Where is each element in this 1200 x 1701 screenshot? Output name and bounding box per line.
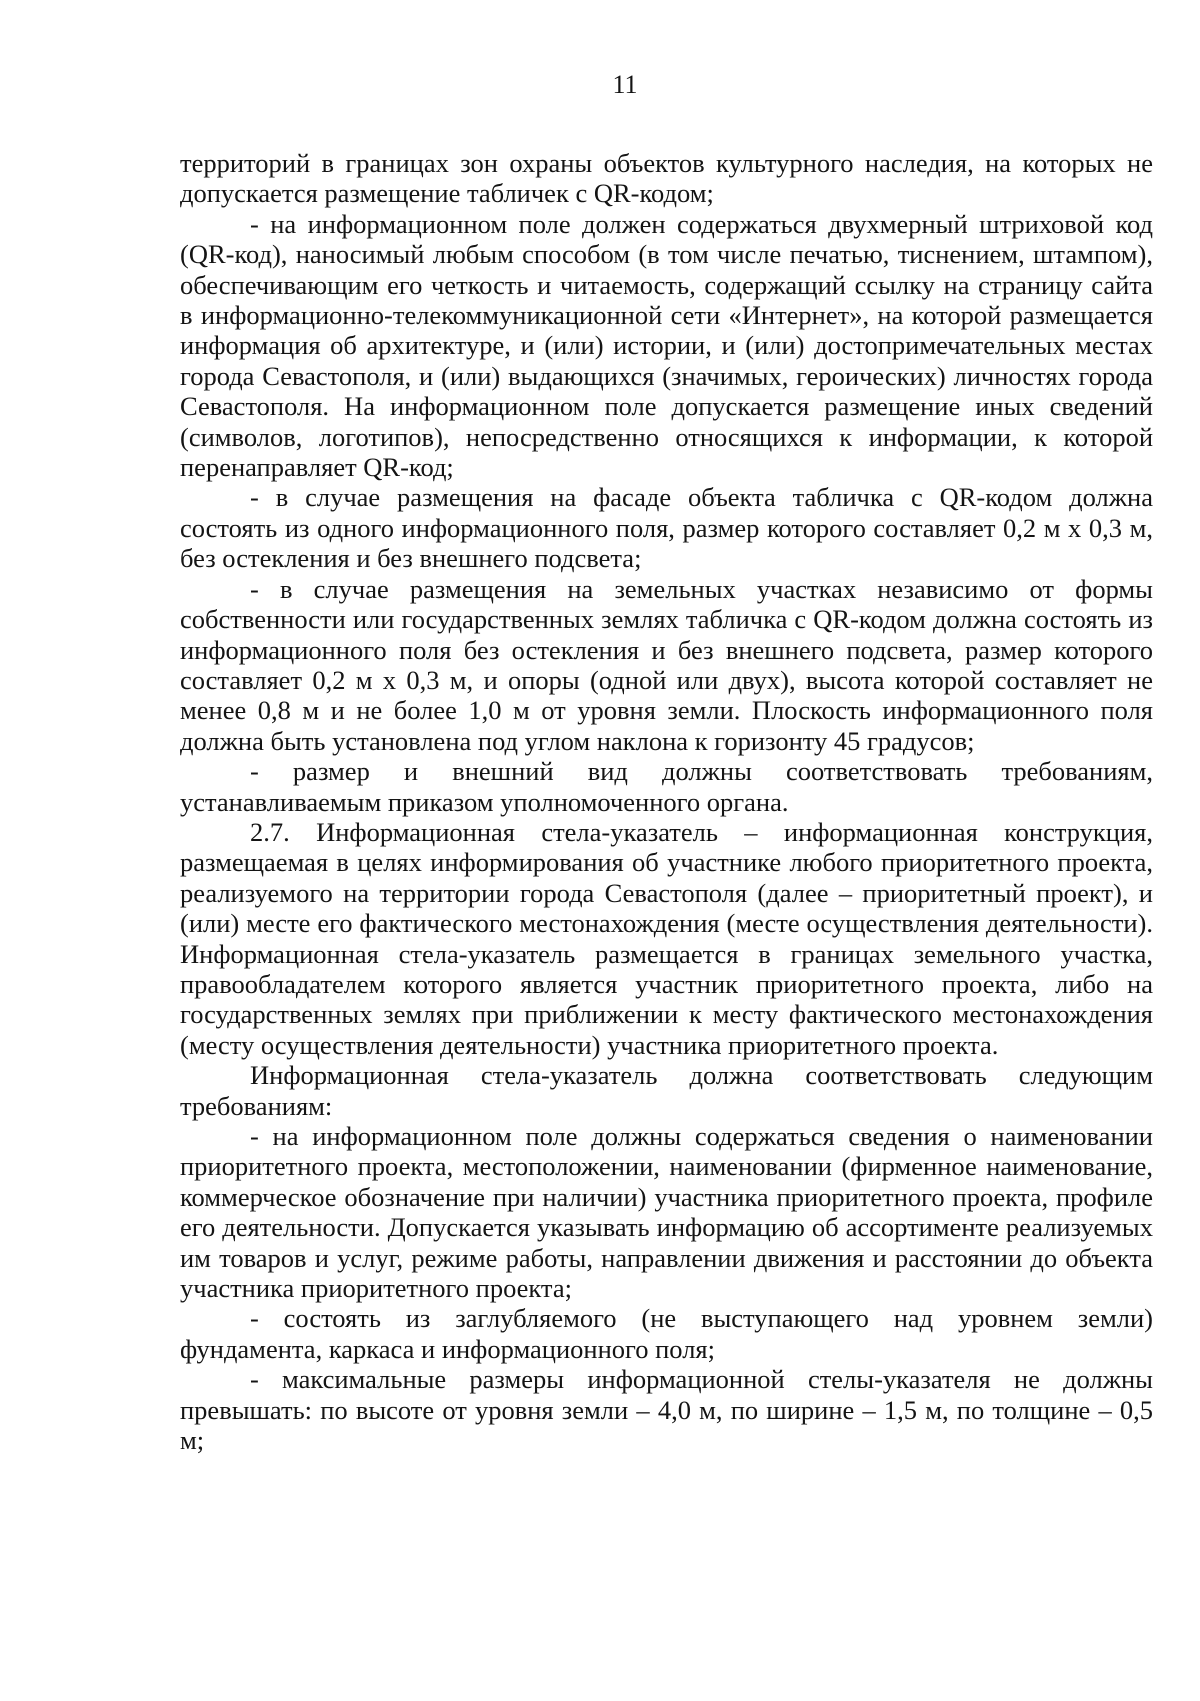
paragraph-qr-code-info-field: - на информационном поле должен содержаться двухмерный штриховой код (QR-код), наносимый любым способом (в том числе печатью, тиснением, штампом), обеспечивающим его четкость и читаемость, содержащий ссылку на страницу сайта в информационно-телекоммуникационной сети «Интернет», на которой размещается информация об архитектуре, и (или) истории, и (или) достопримечательных местах города Севастополя, и (или) выдающихся (значимых, героических) личностях города Севастополя. На информационном поле допускается размещение иных сведений (символов, логотипов), непосредственно относящихся к информации, к которой перенаправляет QR-код; [180,208,1153,483]
paragraph-land-plot-placement: - в случае размещения на земельных участках независимо от формы собственности или государственных землях табличка с QR-кодом должна состоять из информационного поля без остекления и без внешнего подсвета, размер которого составляет 0,2 м x 0,3 м, и опоры (одной или двух), высота которой составляет не менее 0,8 м и не более 1,0 м от уровня земли. Плоскость информационного поля должна быть установлена под углом наклона к горизонту 45 градусов; [180,573,1153,756]
paragraph-size-appearance: - размер и внешний вид должны соответствовать требованиям, устанавливаемым приказом уполномоченного органа. [180,756,1153,817]
paragraph-section-2-7: 2.7. Информационная стела-указатель – информационная конструкция, размещаемая в целях информирования об участнике любого приоритетного проекта, реализуемого на территории города Севастополя (далее – приоритетный проект), и (или) месте его фактического местонахождения (месте осуществления деятельности). Информационная стела-указатель размещается в границах земельного участка, правообладателем которого является участник приоритетного проекта, либо на государственных землях при приближении к месту фактического местонахождения (месту осуществления деятельности) участника приоритетного проекта. [180,816,1153,1060]
paragraph-stele-foundation: - состоять из заглубляемого (не выступающего над уровнем земли) фундамента, каркаса и информационного поля; [180,1303,1153,1364]
paragraph-stele-info-field: - на информационном поле должны содержаться сведения о наименовании приоритетного проекта, местоположении, наименовании (фирменное наименование, коммерческое обозначение при наличии) участника приоритетного проекта, профиле его деятельности. Допускается указывать информацию об ассортименте реализуемых им товаров и услуг, режиме работы, направлении движения и расстоянии до объекта участника приоритетного проекта; [180,1121,1153,1304]
paragraph-stele-max-dimensions: - максимальные размеры информационной стелы-указателя не должны превышать: по высоте от уровня земли – 4,0 м, по ширине – 1,5 м, по толщине – 0,5 м; [180,1364,1153,1456]
paragraph-facade-placement: - в случае размещения на фасаде объекта табличка с QR-кодом должна состоять из одного информационного поля, размер которого составляет 0,2 м x 0,3 м, без остекления и без внешнего подсвета; [180,482,1153,574]
document-body [180,148,1153,1455]
page-number: 11 [612,70,638,99]
paragraph-qr-territory-continuation: территорий в границах зон охраны объектов культурного наследия, на которых не допускается размещение табличек с QR-кодом; [180,148,1153,209]
paragraph-stele-requirements-intro: Информационная стела-указатель должна соответствовать следующим требованиям: [180,1060,1153,1121]
